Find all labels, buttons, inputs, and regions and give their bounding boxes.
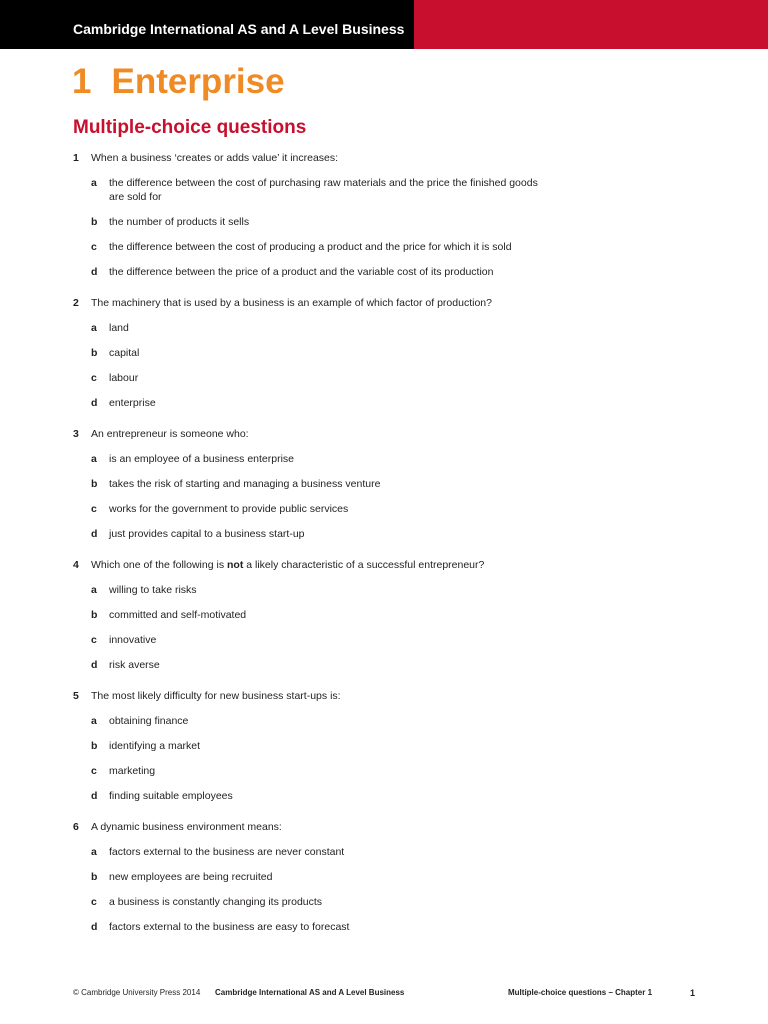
question-text	[91, 427, 673, 441]
option-letter: b	[91, 740, 98, 752]
question-number: 6	[73, 821, 79, 833]
question-item	[73, 558, 673, 672]
question-number: 2	[73, 297, 79, 309]
question-stem	[73, 427, 673, 441]
answer-option-b	[91, 215, 673, 229]
question-text	[91, 296, 673, 310]
option-letter: d	[91, 397, 98, 409]
option-letter: d	[91, 528, 98, 540]
question-text	[91, 689, 673, 703]
question-stem	[73, 558, 673, 572]
footer-copyright: © Cambridge University Press 2014	[73, 988, 201, 997]
option-text: factors external to the business are never constant	[109, 846, 345, 858]
option-text: a business is constantly changing its products	[109, 896, 323, 908]
answer-option-c	[91, 764, 673, 778]
option-text: marketing	[109, 765, 156, 777]
option-letter: c	[91, 765, 97, 777]
option-letter: b	[91, 216, 98, 228]
option-letter: a	[91, 322, 97, 334]
option-text: finding suitable employees	[109, 790, 233, 802]
option-letter: c	[91, 503, 97, 515]
option-letter: a	[91, 584, 97, 596]
question-stem	[73, 151, 673, 165]
answer-option-d	[91, 265, 673, 279]
answer-option-a	[91, 321, 673, 335]
option-text: committed and self-motivated	[109, 609, 247, 621]
answer-option-c	[91, 240, 673, 254]
header-bar-right	[414, 0, 768, 49]
question-number: 1	[73, 152, 79, 164]
option-letter: b	[91, 347, 98, 359]
question-item	[73, 820, 673, 934]
option-text: obtaining finance	[109, 715, 189, 727]
option-letter: a	[91, 453, 97, 465]
option-letter: c	[91, 896, 97, 908]
option-text: willing to take risks	[109, 584, 197, 596]
question-stem	[73, 820, 673, 834]
chapter-number: 1	[72, 62, 92, 101]
option-letter: d	[91, 266, 98, 278]
answer-option-d	[91, 658, 673, 672]
option-text: enterprise	[109, 397, 156, 409]
answer-option-b	[91, 739, 673, 753]
question-list	[73, 151, 673, 951]
answer-option-d	[91, 789, 673, 803]
option-letter: d	[91, 659, 98, 671]
question-stem	[73, 296, 673, 310]
option-text: is an employee of a business enterprise	[109, 453, 295, 465]
option-text: identifying a market	[109, 740, 201, 752]
question-item	[73, 296, 673, 410]
answer-option-b	[91, 870, 673, 884]
option-letter: b	[91, 478, 98, 490]
page-number: 1	[689, 988, 695, 998]
option-letter: a	[91, 177, 97, 189]
option-text: just provides capital to a business start-up	[109, 528, 305, 540]
option-text: labour	[109, 372, 139, 384]
answer-option-c	[91, 371, 673, 385]
option-letter: d	[91, 921, 98, 933]
option-text: the number of products it sells	[109, 216, 250, 228]
option-text: new employees are being recruited	[109, 871, 273, 883]
question-text-part: When a business ‘creates or adds value’ it increases:	[91, 152, 339, 164]
option-text: takes the risk of starting and managing a business venture	[109, 478, 381, 490]
option-letter: c	[91, 372, 97, 384]
footer-book-title: Cambridge International AS and A Level Business	[215, 988, 405, 997]
chapter-heading	[72, 62, 285, 102]
question-text-part: Which one of the following is	[91, 559, 227, 571]
answer-option-d	[91, 396, 673, 410]
option-text: the difference between the price of a product and the variable cost of its production	[109, 266, 494, 278]
option-letter: a	[91, 846, 97, 858]
question-text	[91, 820, 673, 834]
question-item	[73, 427, 673, 541]
question-text-part: The machinery that is used by a business is an example of which factor of production?	[91, 297, 492, 309]
option-letter: d	[91, 790, 98, 802]
answer-option-a	[91, 176, 673, 204]
question-number: 4	[73, 559, 79, 571]
question-text-part: a likely characteristic of a successful entrepreneur?	[243, 559, 485, 571]
page-footer	[73, 988, 695, 1002]
answer-option-b	[91, 346, 673, 360]
question-text	[91, 558, 673, 572]
question-text-emphasis: not	[227, 559, 244, 571]
answer-option-a	[91, 714, 673, 728]
question-text	[91, 151, 673, 165]
chapter-title: Enterprise	[111, 62, 285, 101]
question-number: 5	[73, 690, 79, 702]
answer-option-d	[91, 920, 673, 934]
option-text: the difference between the cost of producing a product and the price for which it is sold	[109, 241, 512, 253]
option-letter: a	[91, 715, 97, 727]
option-text: risk averse	[109, 659, 160, 671]
answer-option-c	[91, 502, 673, 516]
answer-option-a	[91, 845, 673, 859]
question-text-part: A dynamic business environment means:	[91, 821, 282, 833]
option-text: innovative	[109, 634, 157, 646]
question-number: 3	[73, 428, 79, 440]
option-text: capital	[109, 347, 140, 359]
option-text: works for the government to provide public services	[109, 503, 349, 515]
answer-option-a	[91, 452, 673, 466]
answer-option-b	[91, 608, 673, 622]
option-letter: b	[91, 609, 98, 621]
section-heading: Multiple-choice questions	[73, 117, 307, 138]
question-item	[73, 689, 673, 803]
question-item	[73, 151, 673, 279]
option-letter: c	[91, 634, 97, 646]
option-letter: b	[91, 871, 98, 883]
option-text: factors external to the business are easy to forecast	[109, 921, 350, 933]
header-title: Cambridge International AS and A Level Business	[73, 21, 405, 37]
question-text-part: The most likely difficulty for new business start-ups is:	[91, 690, 341, 702]
answer-option-a	[91, 583, 673, 597]
option-text: the difference between the cost of purchasing raw materials and the price the finished goods are sold for	[109, 177, 538, 203]
option-letter: c	[91, 241, 97, 253]
footer-chapter-label: Multiple-choice questions – Chapter 1	[508, 988, 653, 997]
question-stem	[73, 689, 673, 703]
answer-option-c	[91, 895, 673, 909]
answer-option-b	[91, 477, 673, 491]
question-text-part: An entrepreneur is someone who:	[91, 428, 249, 440]
answer-option-d	[91, 527, 673, 541]
answer-option-c	[91, 633, 673, 647]
option-text: land	[109, 322, 129, 334]
